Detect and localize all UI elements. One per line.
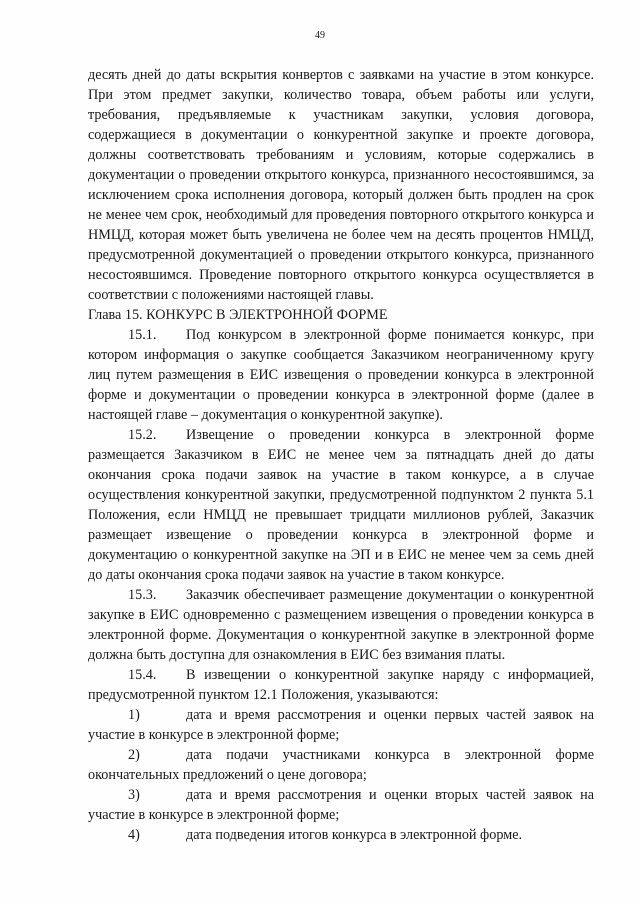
- section-15-1: [88, 325, 594, 425]
- page-number: 49: [315, 30, 325, 41]
- list-item-text: дата и время рассмотрения и оценки вторых частей заявок на участие в конкурсе в электронной форме;: [88, 787, 594, 823]
- section-15-3: [88, 585, 594, 665]
- list-item: [88, 825, 594, 845]
- list-item: [88, 785, 594, 825]
- list-item-text: дата и время рассмотрения и оценки первых частей заявок на участие в конкурсе в электронной форме;: [88, 707, 594, 743]
- section-text: Заказчик обеспечивает размещение документации о конкурентной закупке в ЕИС одновременно с размещением извещения о проведении конкурса в электронной форме. Документация о конкурентной закупке в электронной форме должна быть доступна для ознакомления в ЕИС без взимания платы.: [88, 587, 594, 663]
- section-number: 15.4.: [128, 667, 157, 683]
- section-number: 15.2.: [128, 427, 157, 443]
- section-text: В извещении о конкурентной закупке наряду с информацией, предусмотренной пунктом 12.1 Положения, указываются:: [88, 667, 594, 703]
- section-text: Извещение о проведении конкурса в электронной форме размещается Заказчиком в ЕИС не менее чем за пятнадцать дней до даты окончания срока подачи заявок на участие в таком конкурсе, а в случае осуществления конкурентной закупки, предусмотренной подпунктом 2 пункта 5.1 Положения, если НМЦД не превышает тридцати миллионов рублей, Заказчик размещает извещение о проведении конкурса в электронной форме и документацию о конкурентной закупке на ЭП и в ЕИС не менее чем за семь дней до даты окончания срока подачи заявок на участие в таком конкурсе.: [88, 427, 594, 583]
- list-item-number: 4): [128, 827, 140, 843]
- list-item: [88, 705, 594, 745]
- list-item-number: 1): [128, 707, 140, 723]
- paragraph-continued: десять дней до даты вскрытия конвертов с заявками на участие в этом конкурсе. При этом предмет закупки, количество товара, объем работы или услуги, требования, предъявляемые к участникам закупки, условия договора, содержащиеся в документации о конкурентной закупке и проекте договора, должны соответствовать требованиям и условиям, которые содержались в документации о проведении открытого конкурса, признанного несостоявшимся, за исключением срока исполнения договора, который должен быть продлен на срок не менее чем срок, необходимый для проведения повторного открытого конкурса и НМЦД, которая может быть увеличена не более чем на десять процентов НМЦД, предусмотренной документацией о проведении открытого конкурса, признанного несостоявшимся. Проведение повторного открытого конкурса осуществляется в соответствии с положениями настоящей главы.: [88, 67, 594, 303]
- list-item-text: дата подведения итогов конкурса в электронной форме.: [186, 827, 523, 843]
- list-item-number: 3): [128, 787, 140, 803]
- list-item-number: 2): [128, 747, 140, 763]
- section-number: 15.1.: [128, 327, 157, 343]
- section-number: 15.3.: [128, 587, 157, 603]
- section-15-2: [88, 425, 594, 585]
- chapter-title: Глава 15. КОНКУРС В ЭЛЕКТРОННОЙ ФОРМЕ: [88, 307, 388, 323]
- section-15-4: [88, 665, 594, 705]
- list-item-text: дата подачи участниками конкурса в электронной форме окончательных предложений о цене договора;: [88, 747, 594, 783]
- section-text: Под конкурсом в электронной форме понимается конкурс, при котором информация о закупке сообщается Заказчиком неограниченному кругу лиц путем размещения в ЕИС извещения о проведении конкурса в электронной форме и документации о проведении конкурса в электронной форме (далее в настоящей главе – документация о конкурентной закупке).: [88, 327, 594, 423]
- list-item: [88, 745, 594, 785]
- document-body: [88, 65, 594, 845]
